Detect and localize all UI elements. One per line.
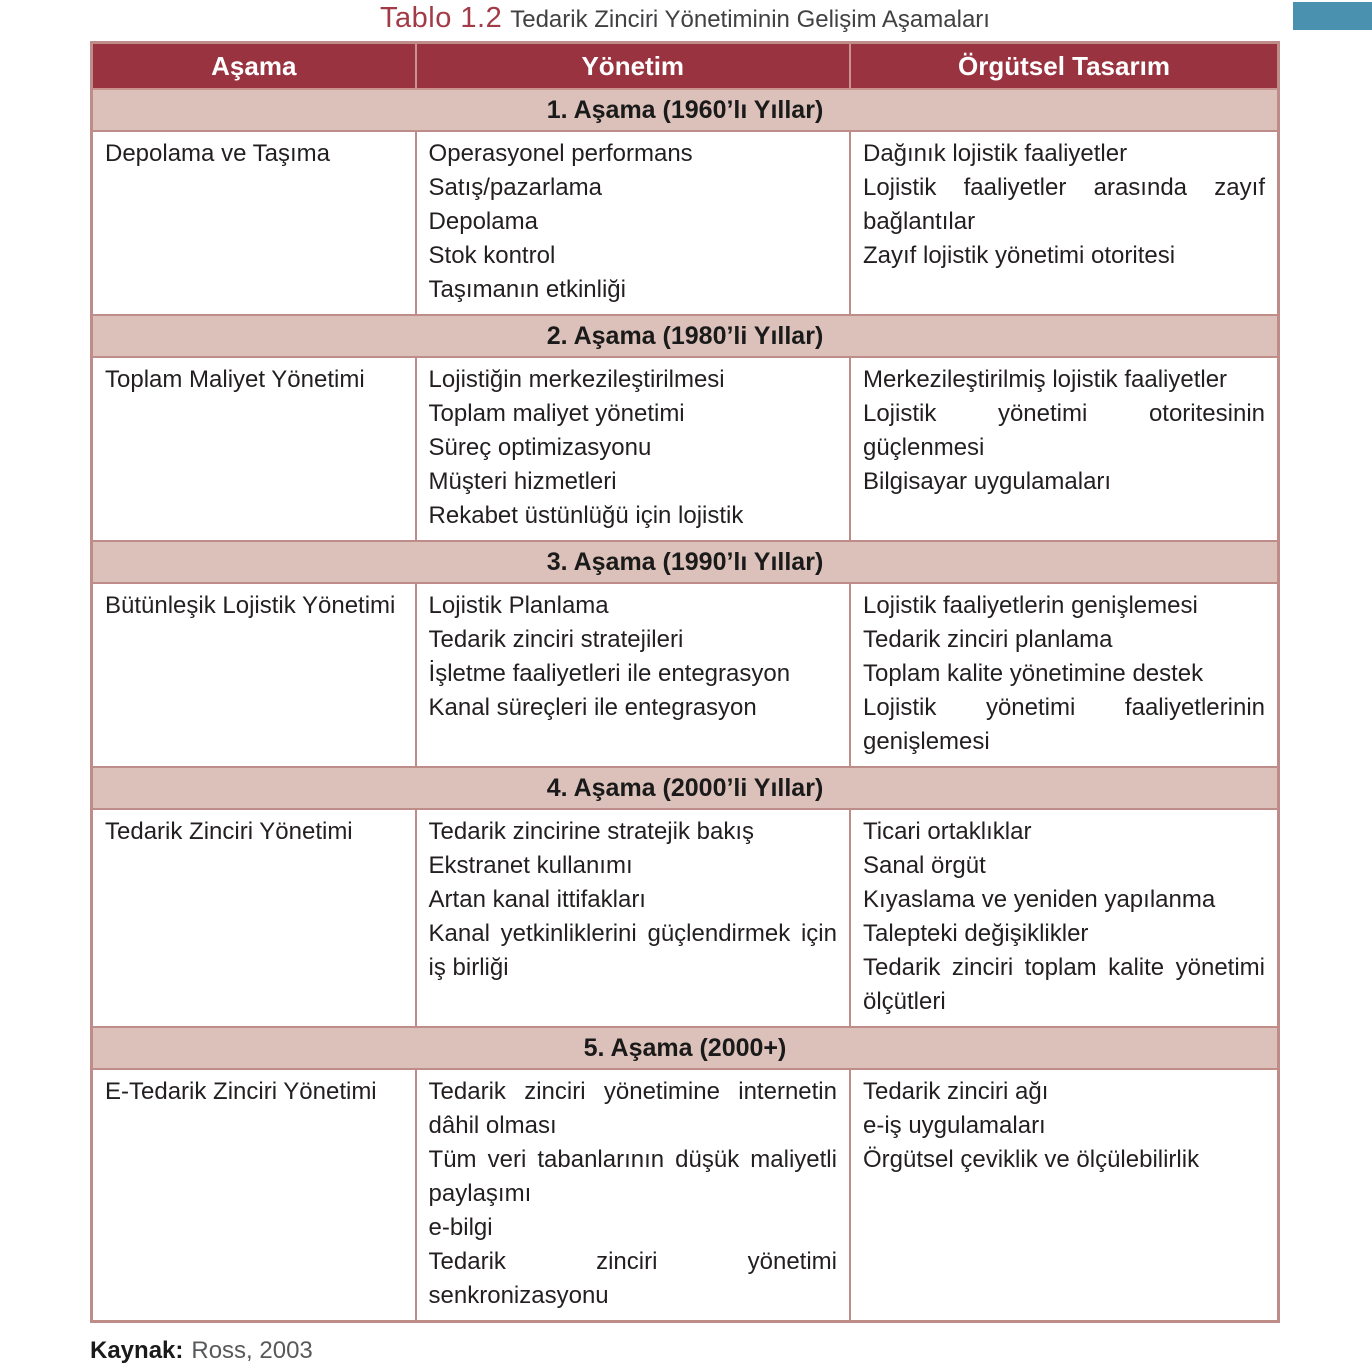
cell-item: Taşımanın etkinliği [428, 276, 626, 303]
stage-band-row [92, 541, 1279, 583]
source-note [90, 1337, 1372, 1365]
cell-item: Lojistik yönetimi otoritesinin güçlenmesi [862, 400, 1265, 461]
management-cell [416, 1069, 850, 1322]
stage-band-label: 3. Aşama (1990’lı Yıllar) [92, 541, 1279, 583]
stage-name-cell [92, 809, 416, 1027]
cell-item: Tüm veri tabanlarının düşük maliyetli paylaşımı [428, 1146, 837, 1207]
cell-item: Tedarik zinciri ağı [862, 1078, 1049, 1105]
cell-item: Stok kontrol [428, 242, 556, 269]
page-corner-tab [1293, 2, 1372, 30]
org-design-cell [850, 131, 1279, 315]
org-design-cell [850, 583, 1279, 767]
cell-item: Depolama [428, 208, 538, 235]
table-caption-number: Tablo 1.2 [380, 2, 503, 34]
cell-item: Kanal süreçleri ile entegrasyon [428, 694, 757, 721]
management-cell [416, 809, 850, 1027]
stage-band-label: 2. Aşama (1980’li Yıllar) [92, 315, 1279, 357]
org-design-cell [850, 1069, 1279, 1322]
stage-content-row [92, 1069, 1279, 1322]
cell-item: İşletme faaliyetleri ile entegrasyon [428, 660, 791, 687]
cell-item: Depolama ve Taşıma [105, 140, 330, 167]
cell-item: e-bilgi [428, 1214, 493, 1241]
cell-item: Süreç optimizasyonu [428, 434, 652, 461]
stage-band-row [92, 767, 1279, 809]
stage-content-row [92, 809, 1279, 1027]
cell-item: Bilgisayar uygulamaları [862, 468, 1112, 495]
stage-name-cell [92, 357, 416, 541]
cell-item: Zayıf lojistik yönetimi otoritesi [862, 242, 1176, 269]
stage-content-row [92, 583, 1279, 767]
table-caption [90, 2, 1280, 35]
cell-item: Rekabet üstünlüğü için lojistik [428, 502, 744, 529]
cell-item: Operasyonel performans [428, 140, 693, 167]
source-text: Ross, 2003 [191, 1337, 313, 1364]
cell-item: Merkezileştirilmiş lojistik faaliyetler [862, 366, 1228, 393]
cell-item: Müşteri hizmetleri [428, 468, 617, 495]
cell-item: Dağınık lojistik faaliyetler [862, 140, 1128, 167]
stage-band-row [92, 315, 1279, 357]
cell-item: Tedarik zinciri planlama [862, 626, 1113, 653]
source-label: Kaynak: [90, 1337, 184, 1364]
cell-item: Tedarik zinciri yönetimine internetin dâhil olması [428, 1078, 837, 1139]
stage-band-label: 4. Aşama (2000’li Yıllar) [92, 767, 1279, 809]
cell-item: Ekstranet kullanımı [428, 852, 633, 879]
cell-item: Tedarik zinciri stratejileri [428, 626, 684, 653]
cell-item: Lojistik Planlama [428, 592, 609, 619]
management-cell [416, 131, 850, 315]
table-caption-title: Tedarik Zinciri Yönetiminin Gelişim Aşamaları [510, 6, 990, 33]
table-header-row [92, 43, 1279, 90]
stage-band-row [92, 1027, 1279, 1069]
development-stages-table [90, 41, 1280, 1323]
cell-item: e-iş uygulamaları [862, 1112, 1046, 1139]
cell-item: Satış/pazarlama [428, 174, 602, 201]
stage-name-cell [92, 131, 416, 315]
cell-item: Kanal yetkinliklerini güçlendirmek için iş birliği [428, 920, 837, 981]
management-cell [416, 583, 850, 767]
cell-item: Tedarik zincirine stratejik bakış [428, 818, 754, 845]
cell-item: Tedarik Zinciri Yönetimi [105, 818, 353, 845]
cell-item: Lojistik yönetimi faaliyetlerinin genişlemesi [862, 694, 1265, 755]
stage-band-row [92, 89, 1279, 131]
stage-band-label: 5. Aşama (2000+) [92, 1027, 1279, 1069]
stage-content-row [92, 131, 1279, 315]
cell-item: Tedarik zinciri yönetimi senkronizasyonu [428, 1248, 837, 1309]
cell-item: Ticari ortaklıklar [862, 818, 1032, 845]
cell-item: Bütünleşik Lojistik Yönetimi [105, 592, 396, 619]
stage-name-cell [92, 1069, 416, 1322]
cell-item: Kıyaslama ve yeniden yapılanma [862, 886, 1216, 913]
cell-item: Talepteki değişiklikler [862, 920, 1089, 947]
cell-item: Toplam Maliyet Yönetimi [105, 366, 365, 393]
stage-band-label: 1. Aşama (1960’lı Yıllar) [92, 89, 1279, 131]
stage-content-row [92, 357, 1279, 541]
cell-item: Lojistiğin merkezileştirilmesi [428, 366, 725, 393]
cell-item: E-Tedarik Zinciri Yönetimi [105, 1078, 377, 1105]
cell-item: Lojistik faaliyetler arasında zayıf bağlantılar [862, 174, 1265, 235]
column-header-org-design: Örgütsel Tasarım [850, 43, 1279, 90]
management-cell [416, 357, 850, 541]
cell-item: Toplam maliyet yönetimi [428, 400, 685, 427]
cell-item: Örgütsel çeviklik ve ölçülebilirlik [862, 1146, 1200, 1173]
cell-item: Lojistik faaliyetlerin genişlemesi [862, 592, 1198, 619]
org-design-cell [850, 809, 1279, 1027]
stage-name-cell [92, 583, 416, 767]
cell-item: Artan kanal ittifakları [428, 886, 646, 913]
cell-item: Toplam kalite yönetimine destek [862, 660, 1204, 687]
column-header-management: Yönetim [416, 43, 850, 90]
cell-item: Sanal örgüt [862, 852, 986, 879]
org-design-cell [850, 357, 1279, 541]
column-header-stage: Aşama [92, 43, 416, 90]
cell-item: Tedarik zinciri toplam kalite yönetimi ölçütleri [862, 954, 1265, 1015]
